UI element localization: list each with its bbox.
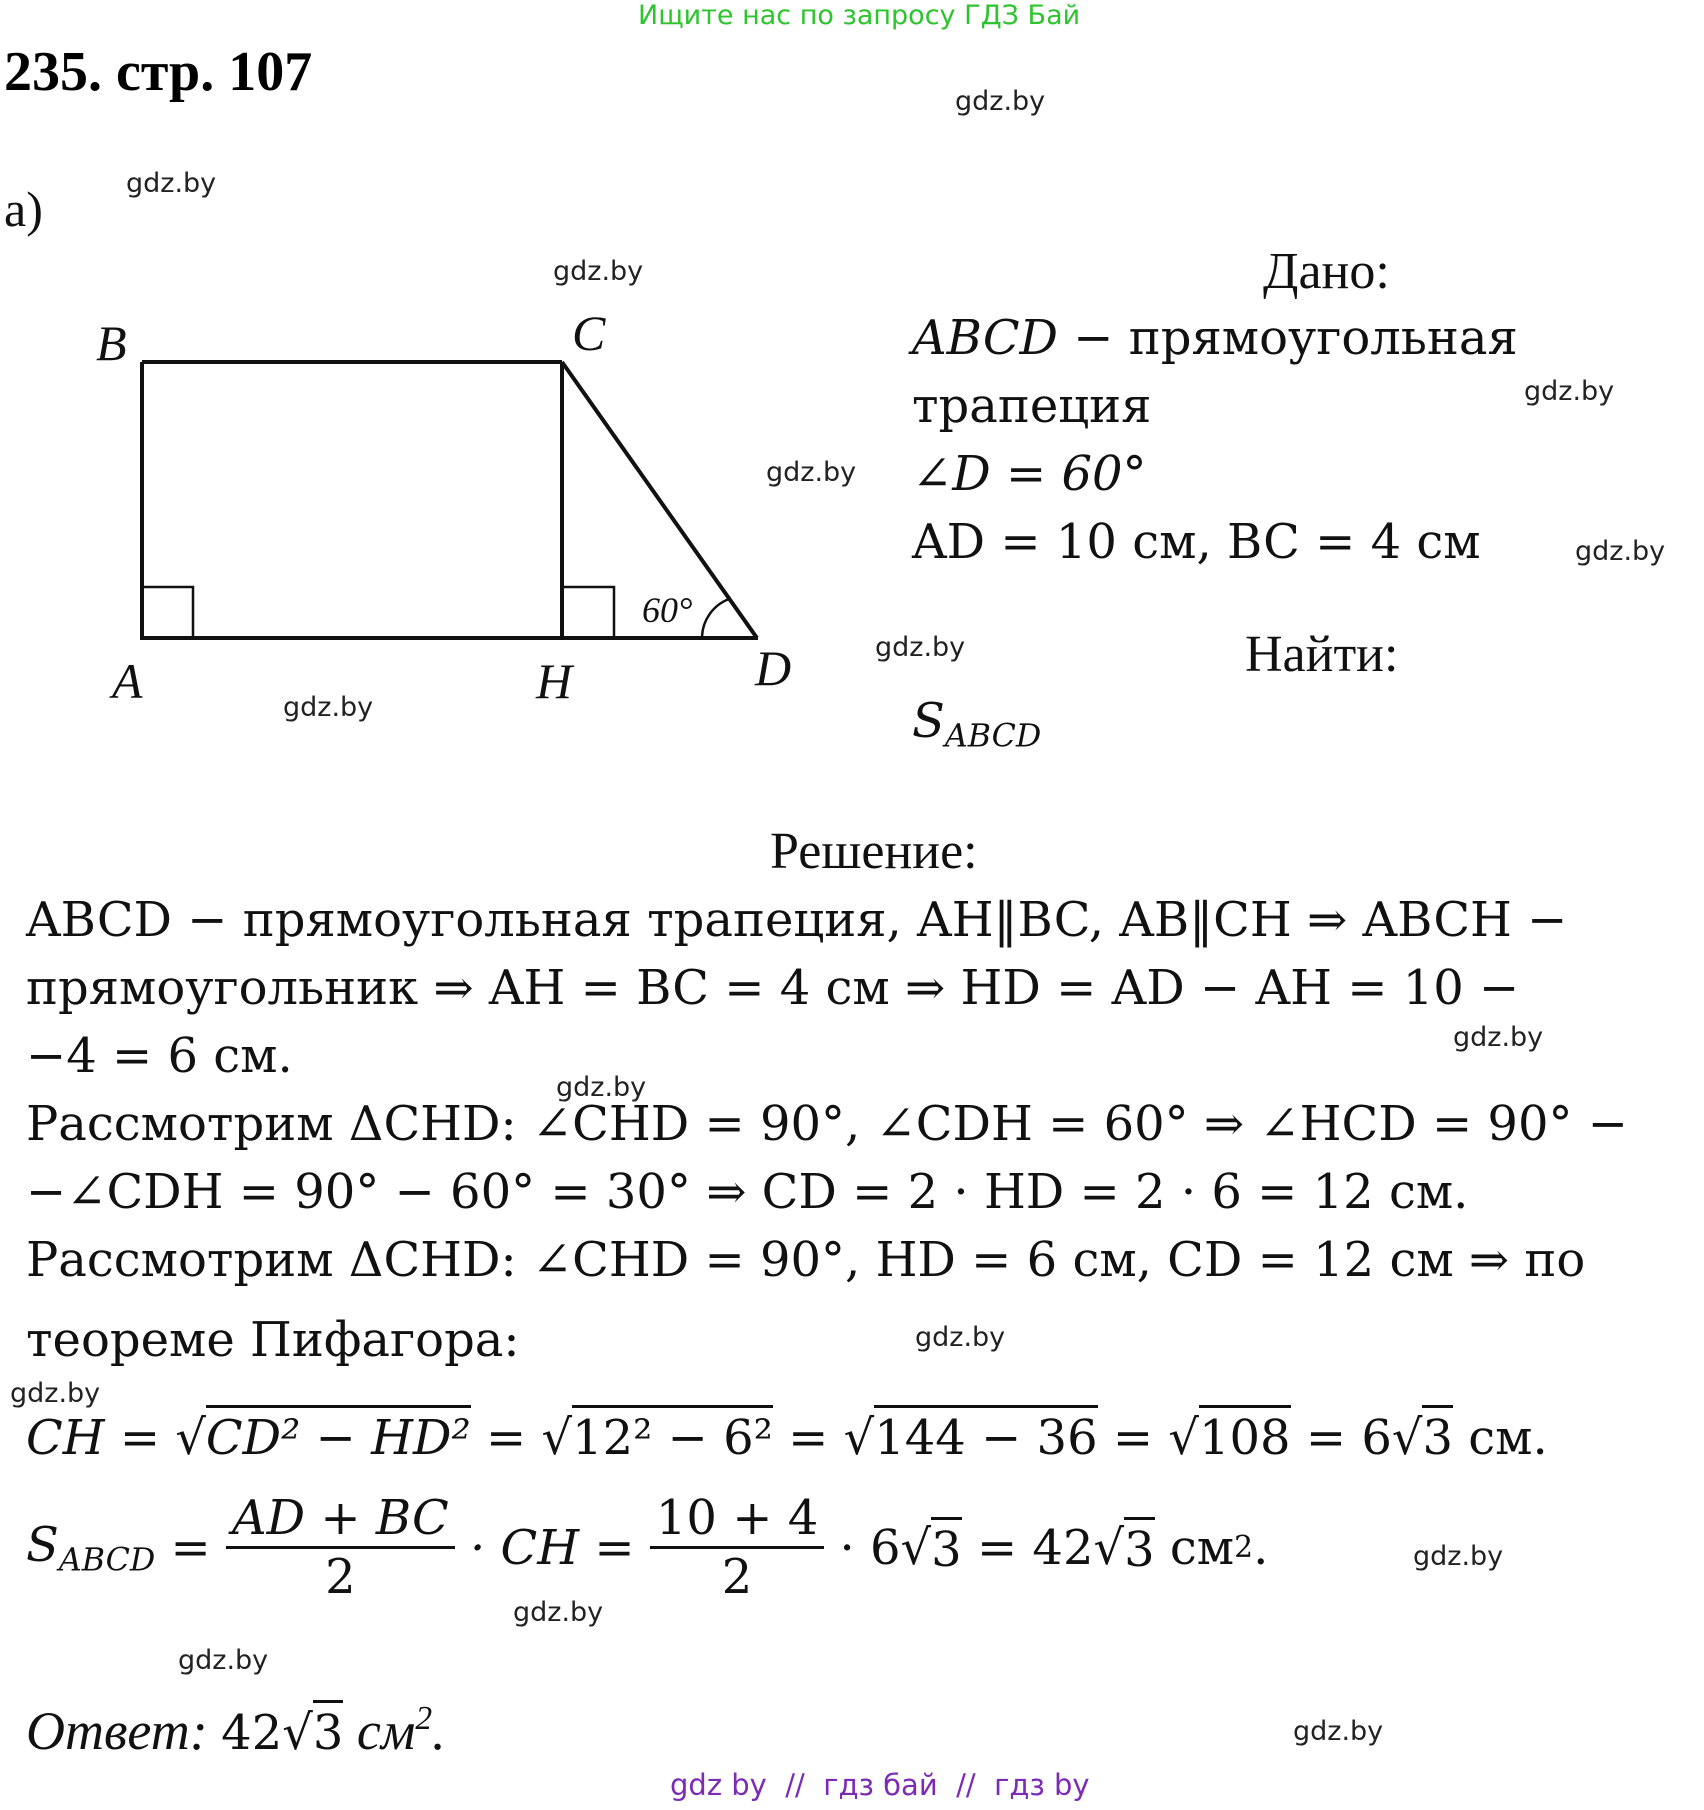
- pyth-root-4: 108: [1199, 1405, 1291, 1466]
- answer-line: Ответ: 42√3 $см^2$.: [26, 1700, 446, 1762]
- area-mult: · 6: [824, 1519, 901, 1576]
- page-title: 235. стр. 107: [4, 41, 313, 103]
- vertex-label-c: C: [572, 305, 606, 361]
- area-unit-sup: 2: [1234, 1530, 1254, 1565]
- answer-label: Ответ:: [26, 1701, 222, 1762]
- pythagoras-equation: CH = √CD² − HD² = √12² − 6² = √144 − 36 = √108 = 6√3 см.: [26, 1410, 1548, 1466]
- watermark: gdz.by: [1575, 536, 1666, 567]
- area-fraction-2: [650, 1490, 824, 1605]
- area-eq-2: = 42: [961, 1519, 1094, 1576]
- solution-line-6: Рассмотрим ΔCHD: ∠CHD = 90°, HD = 6 см, CD = 12 см ⇒ по: [26, 1232, 1586, 1288]
- solution-line-1: ABCD − прямоугольная трапеция, AH‖BC, AB‖CH ⇒ ABCH −: [26, 892, 1568, 948]
- area-num-2: 10 + 4: [650, 1490, 824, 1549]
- area-mid: · CH =: [454, 1519, 650, 1576]
- pyth-root-3: 144 − 36: [874, 1405, 1097, 1466]
- solution-line-3: −4 = 6 см.: [26, 1028, 293, 1084]
- answer-unit-sup: 2: [415, 1700, 433, 1737]
- angle-arc-d: [702, 599, 729, 638]
- area-den-1: 2: [325, 1549, 356, 1605]
- given-line-2: трапеция: [912, 378, 1152, 434]
- watermark: gdz.by: [553, 256, 644, 287]
- given-abcd: ABCD: [912, 310, 1059, 366]
- area-root-1: 3: [931, 1517, 962, 1578]
- solution-heading: Решение:: [770, 823, 978, 880]
- watermark: gdz.by: [283, 692, 374, 723]
- trapezoid-figure: [90, 300, 830, 720]
- answer-value: 42: [221, 1705, 283, 1762]
- watermark: gdz.by: [178, 1645, 269, 1676]
- watermark: gdz.by: [126, 168, 217, 199]
- given-heading: Дано:: [1263, 243, 1390, 300]
- area-unit: см: [1154, 1519, 1235, 1576]
- area-num-1: AD + BC: [226, 1490, 455, 1549]
- solution-line-7: теореме Пифагора:: [26, 1312, 520, 1368]
- watermark: gdz.by: [10, 1378, 101, 1409]
- pyth-eq-1: =: [470, 1410, 542, 1466]
- solution-line-5: −∠CDH = 90° − 60° = 30° ⇒ CD = 2 · HD = 2 · 6 = 12 см.: [26, 1164, 1469, 1220]
- solution-line-4: Рассмотрим ΔCHD: ∠CHD = 90°, ∠CDH = 60° ⇒ ∠HCD = 90° −: [26, 1096, 1628, 1152]
- vertex-label-a: A: [112, 653, 143, 709]
- pyth-eq-3: =: [1097, 1410, 1169, 1466]
- area-end: .: [1253, 1519, 1269, 1576]
- area-eq: =: [155, 1519, 226, 1576]
- area-root-2: 3: [1124, 1517, 1155, 1578]
- find-heading: Найти:: [1245, 626, 1399, 683]
- given-line-1: [912, 310, 1518, 366]
- watermark: gdz.by: [955, 86, 1046, 117]
- pyth-eq-2: =: [772, 1410, 844, 1466]
- footer-links: gdz by // гдз бай // гдз by: [670, 1768, 1090, 1802]
- right-angle-h: [562, 587, 614, 638]
- watermark: gdz.by: [1453, 1022, 1544, 1053]
- given-line-4: AD = 10 см, BC = 4 см: [912, 514, 1481, 570]
- find-target: [912, 693, 1041, 755]
- solution-line-2: прямоугольник ⇒ AH = BC = 4 см ⇒ HD = AD − AH = 10 −: [26, 960, 1520, 1016]
- watermark: gdz.by: [1524, 376, 1615, 407]
- watermark: gdz.by: [556, 1072, 647, 1103]
- angle-label: 60°: [642, 590, 693, 630]
- find-s-sub: ABCD: [944, 718, 1042, 755]
- pyth-root-5: 3: [1422, 1405, 1453, 1466]
- area-equation: $S_{ABCD}$ = $\frac{AD + BC}{2}$ · CH = $\frac{10 + 4}{2}$ · 6 √ 3 = 42 √ 3 см 2 .: [26, 1490, 1269, 1605]
- area-s: $S_{ABCD}$: [26, 1516, 156, 1579]
- pyth-eq-4: = 6: [1290, 1410, 1392, 1466]
- area-fraction-1: [226, 1490, 455, 1605]
- search-banner: Ищите нас по запросу ГДЗ Бай: [638, 0, 1081, 31]
- given-line-1-text: − прямоугольная: [1058, 310, 1518, 366]
- area-den-2: 2: [721, 1549, 753, 1605]
- part-label: а): [4, 181, 43, 237]
- pyth-root-2: 12² − 6²: [572, 1405, 773, 1466]
- pyth-lhs: CH =: [26, 1410, 176, 1466]
- watermark: gdz.by: [915, 1322, 1006, 1353]
- answer-root: 3: [313, 1700, 344, 1761]
- find-s: S: [912, 693, 945, 749]
- watermark: gdz.by: [766, 457, 857, 488]
- pyth-root-1: CD² − HD²: [206, 1405, 471, 1466]
- vertex-label-h: H: [536, 653, 573, 709]
- answer-end: .: [432, 1701, 446, 1762]
- pyth-unit: см.: [1453, 1410, 1548, 1466]
- vertex-label-d: D: [755, 640, 792, 696]
- watermark: gdz.by: [875, 632, 966, 663]
- vertex-label-b: B: [96, 315, 127, 371]
- answer-unit: см: [343, 1701, 416, 1762]
- watermark: gdz.by: [1293, 1716, 1384, 1747]
- given-line-3: ∠D = 60°: [912, 446, 1147, 502]
- watermark: gdz.by: [1413, 1541, 1504, 1572]
- watermark: gdz.by: [513, 1597, 604, 1628]
- right-angle-a: [142, 587, 193, 638]
